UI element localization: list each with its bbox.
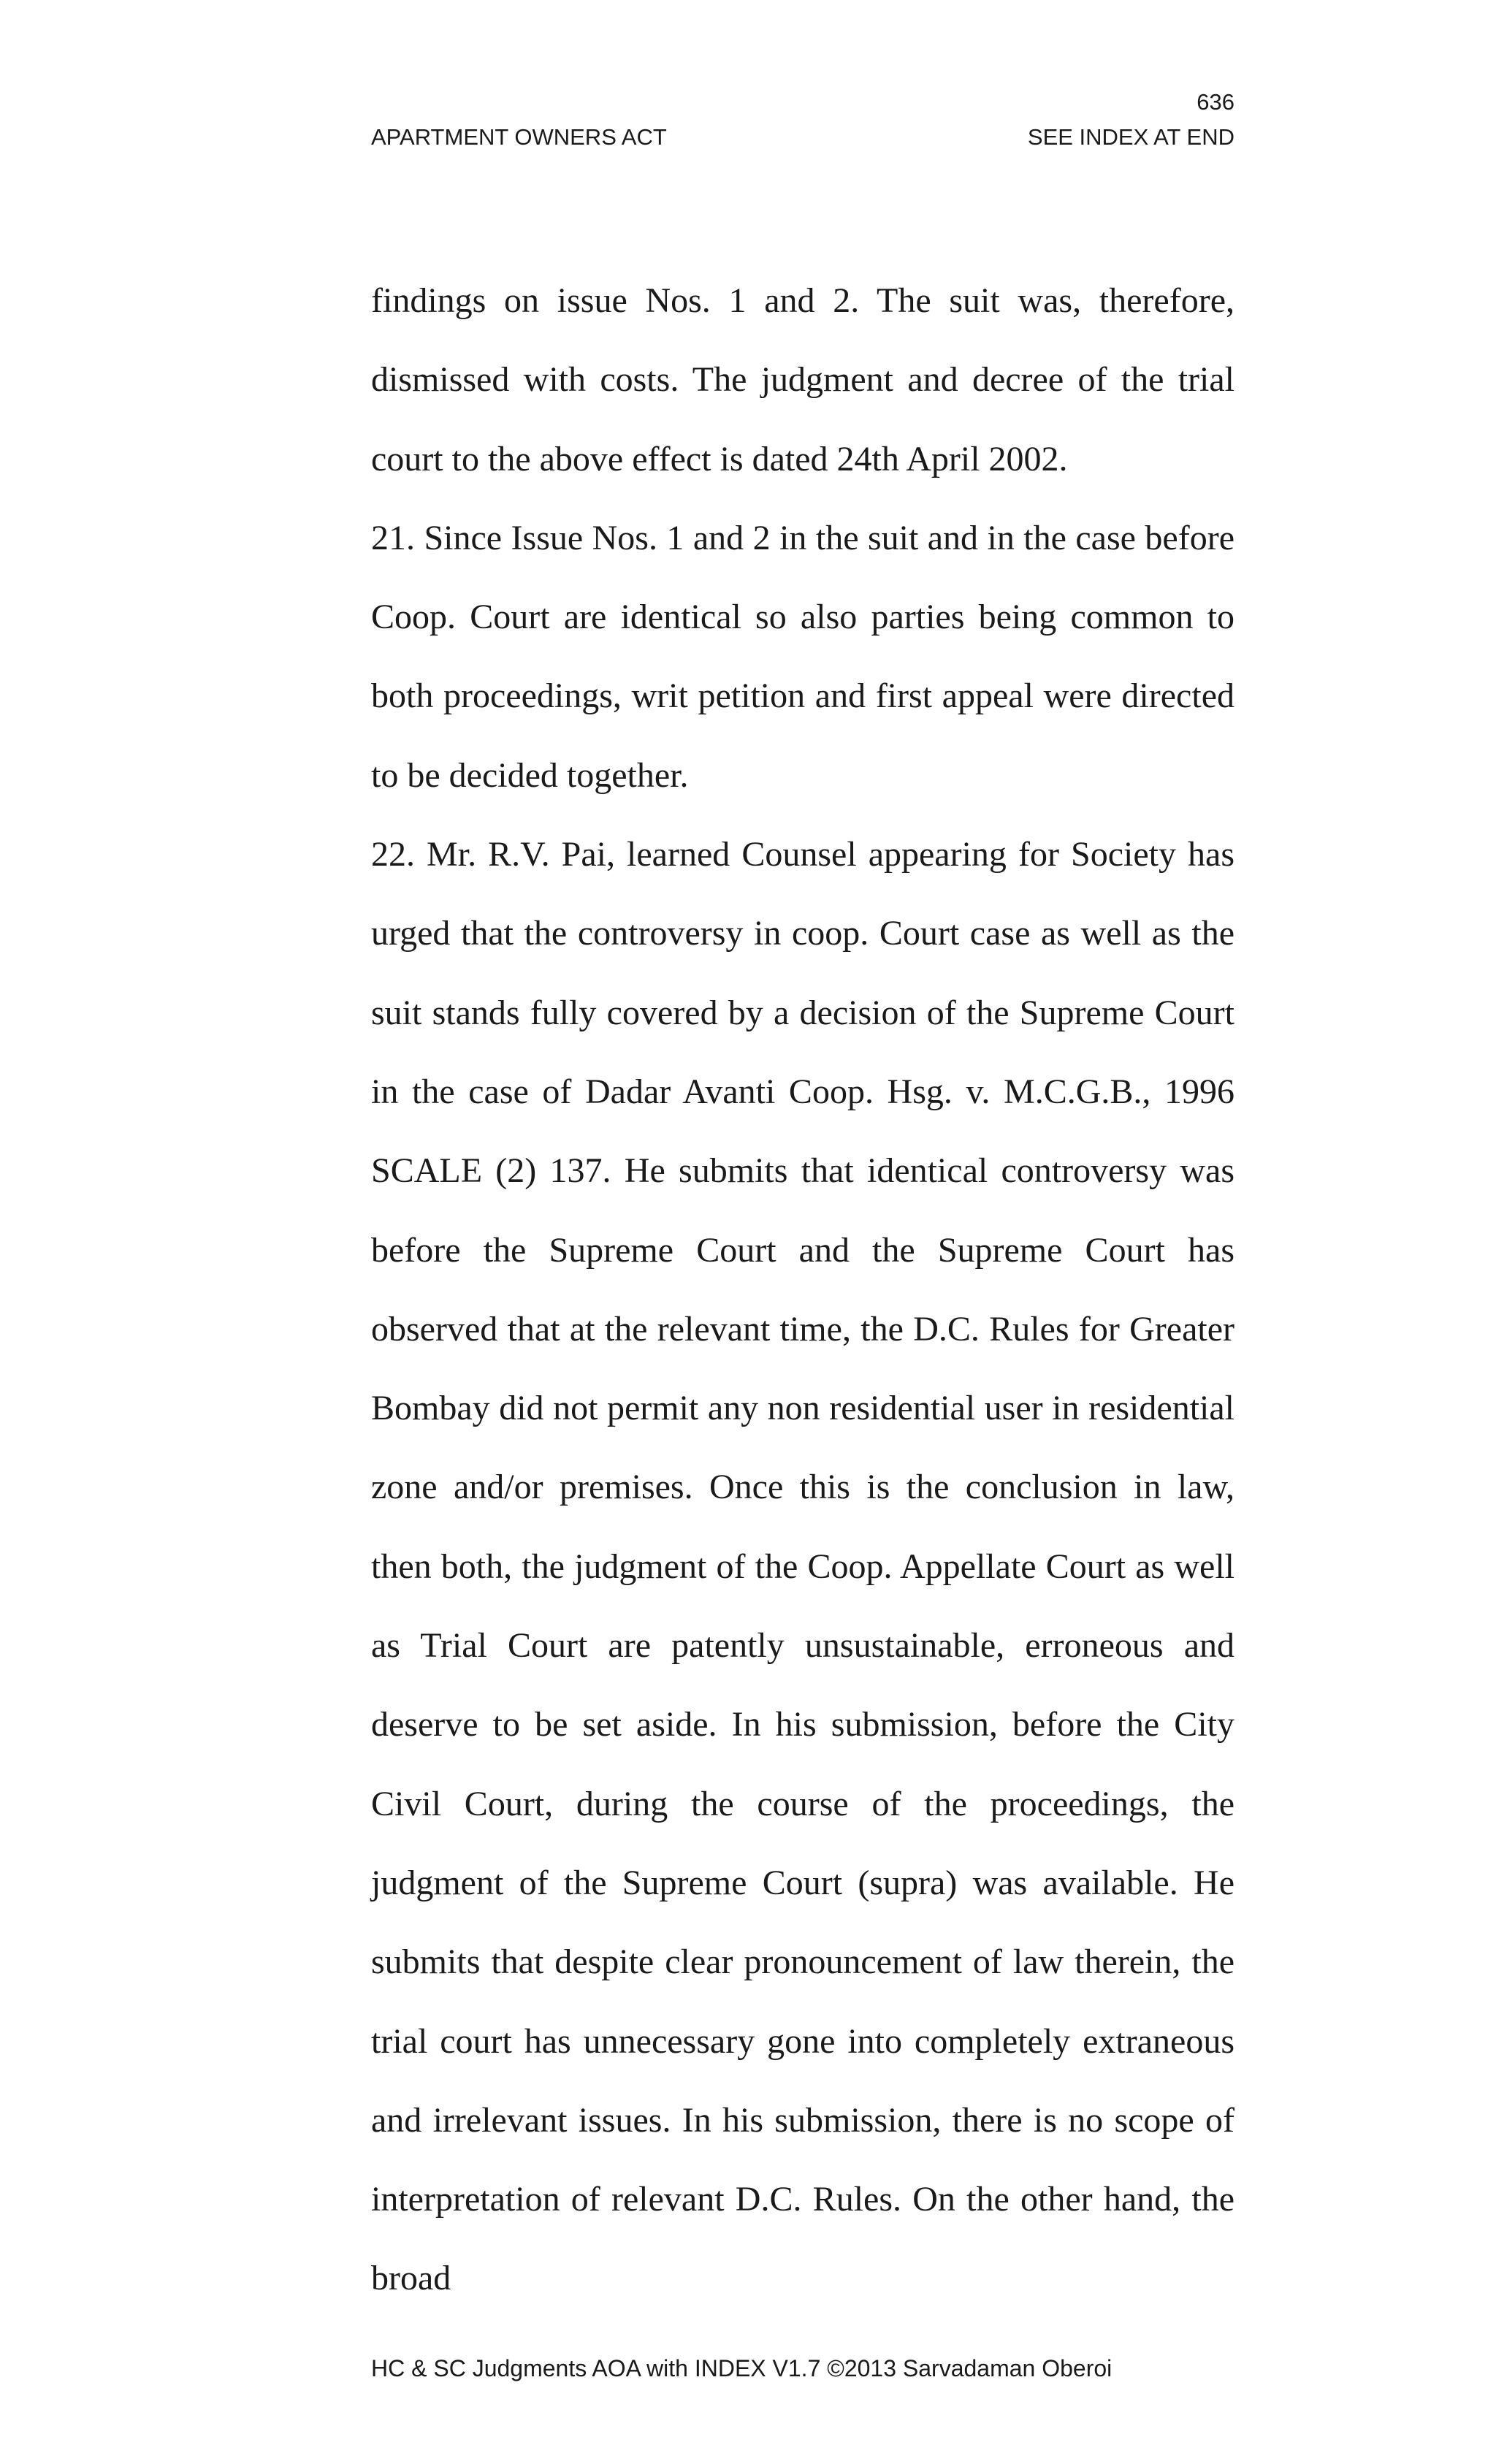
header-index-note: SEE INDEX AT END bbox=[1027, 124, 1234, 150]
paragraph: 22. Mr. R.V. Pai, learned Counsel appearing for Society has urged that the controversy in coop. Court case as well as the suit stands fully covered by a decision of the Supreme Court in the case of Dadar Avanti Coop. Hsg. v. M.C.G.B., 1996 SCALE (2) 137. He submits that identical controversy was before the Supreme Court and the Supreme Court has observed that at the relevant time, the D.C. Rules for Greater Bombay did not permit any non residential user in residential zone and/or premises. Once this is the conclusion in law, then both, the judgment of the Coop. Appellate Court as well as Trial Court are patently unsustainable, erroneous and deserve to be set aside. In his submission, before the City Civil Court, during the course of the proceedings, the judgment of the Supreme Court (supra) was available. He submits that despite clear pronouncement of law therein, the trial court has unnecessary gone into completely extraneous and irrelevant issues. In his submission, there is no scope of interpretation of relevant D.C. Rules. On the other hand, the broad bbox=[371, 835, 1234, 2298]
paragraph: findings on issue Nos. 1 and 2. The suit was, therefore, dismissed with costs. The judgment and decree of the trial court to the above effect is dated 24th April 2002. bbox=[371, 281, 1234, 478]
paragraph: 21. Since Issue Nos. 1 and 2 in the suit and in the case before Coop. Court are identical so also parties being common to both proceedings, writ petition and first appeal were directed to be decided together. bbox=[371, 518, 1234, 795]
header-title: APARTMENT OWNERS ACT bbox=[371, 124, 667, 150]
page-number: 636 bbox=[1197, 89, 1234, 115]
page-footer: HC & SC Judgments AOA with INDEX V1.7 ©2013 Sarvadaman Oberoi bbox=[371, 2355, 1113, 2381]
running-header bbox=[371, 123, 1234, 152]
document-body bbox=[371, 262, 1234, 2319]
